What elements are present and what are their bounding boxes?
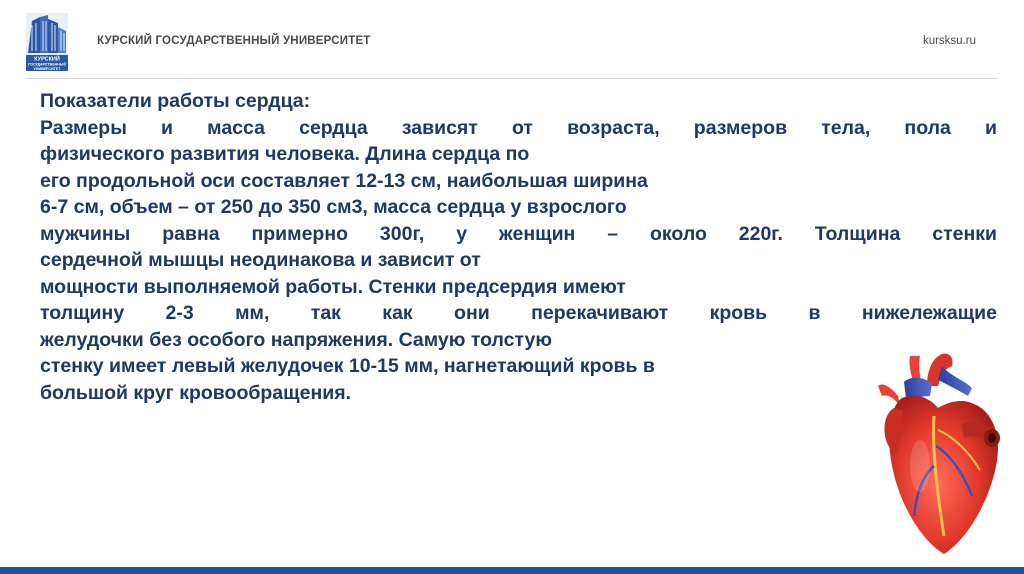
text-line: большой круг кровообращения. xyxy=(40,381,352,404)
svg-text:ГОСУДАРСТВЕННЫЙ: ГОСУДАРСТВЕННЫЙ xyxy=(28,62,66,67)
heart-illustration xyxy=(872,346,1012,561)
text-line: 6-7 см, объем – от 250 до 350 см3, масса сердца у взрослого xyxy=(40,196,627,218)
text-line: сердечной мышцы неодинакова и зависит от xyxy=(40,249,481,271)
university-logo xyxy=(26,13,68,71)
heart-icon xyxy=(872,346,1012,561)
slide-heading: Показатели работы сердца: xyxy=(40,90,311,112)
text-line: мощности выполняемой работы. Стенки предсердия имеют xyxy=(40,275,626,298)
svg-text:КУРСКИЙ: КУРСКИЙ xyxy=(34,56,60,63)
text-line: физического развития человека. Длина сердца по xyxy=(40,143,530,165)
slide-body-text xyxy=(40,88,997,406)
slide-header xyxy=(0,0,1024,80)
university-name: КУРСКИЙ ГОСУДАРСТВЕННЫЙ УНИВЕРСИТЕТ xyxy=(97,35,371,47)
footer-bar xyxy=(0,567,1024,574)
text-line: желудочки без особого напряжения. Самую толстую xyxy=(40,328,553,351)
building-icon xyxy=(26,13,68,71)
site-url[interactable]: kursksu.ru xyxy=(922,35,976,47)
text-line: его продольной оси составляет 12-13 см, наибольшая ширина xyxy=(40,169,648,192)
svg-text:УНИВЕРСИТЕТ: УНИВЕРСИТЕТ xyxy=(33,67,61,71)
text-line: стенку имеет левый желудочек 10-15 мм, нагнетающий кровь в xyxy=(40,355,655,377)
text-line: Размеры и масса сердца зависят от возраста, размеров тела, пола и xyxy=(40,116,997,139)
text-line: мужчины равна примерно 300г, у женщин – около 220г. Толщина стенки xyxy=(40,222,997,245)
header-divider xyxy=(26,78,998,79)
text-line: толщину 2-3 мм, так как они перекачивают кровь в нижележащие xyxy=(40,302,997,324)
